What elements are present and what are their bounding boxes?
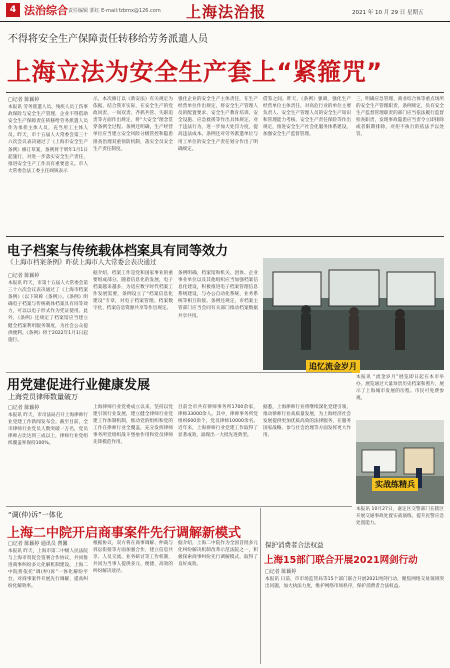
lead-byline: □记者 陈颖婷: [8, 97, 40, 103]
newspaper-title: 上海法治报: [186, 3, 267, 21]
archives-headline: 电子档案与传统载体档案具有同等效力: [7, 244, 229, 259]
issue-date: 2021 年 10 月 29 日 星期五: [352, 10, 424, 16]
archives-column-1: 本报讯 昨天，市第十五届人大常委会第三十六次会议表决通过了《上海市档案条例》（以下简称《条例》）。《条例》明确电子档案与传统载体档案具有同等效力，可以以电子形式作为凭证使用。此外，《条例》还规定了档案馆应当建立健全档案利用服务制度，为社会公众提供便利。《条例》将于2022年1月1日起施行。: [8, 281, 88, 343]
party-subhead: 上海党员律师数量破万: [8, 393, 78, 401]
archives-photo-note: 本报讯 “流金岁月”展览即日起在本市举办，展览通过大量珍贵历史档案和照片，展示了上海城市发展的历程。市民可免费参观。: [356, 375, 444, 402]
lead-column-5: 三，明确应急管理、商业综合体等重点场所的安全生产管理职责，条例规定，负有安全生产监督管理职责的部门应当依法履行监督检查职责，发现事故隐患应当责令立即排除或者限期排除，对拒不执行的依法予以处罚。: [356, 97, 444, 138]
section-divider-3: [6, 506, 352, 507]
party-column-4: 据悉，上海律师行业将继续深化党建引领，推动律师行业高质量发展，为上海经济社会发展提供更加优质高效的法律服务，在服务国家战略、参与社会治理等方面发挥更大作用。: [263, 405, 351, 439]
party-column-2: 上海律师行业党委成立以来，坚持以党建引领行业发展，建立健全律师行业党建工作体制机制，推动党的组织和党的工作在律师行业全覆盖，充分发挥律师事务所党组织战斗堡垒作用和党员律师先锋模范作用。: [93, 405, 173, 446]
section-divider-2: [6, 372, 352, 373]
lead-column-2: 示，本次修订以《新安法》有关规定为依据，结合我市实际，在安全生产的党政同责、一岗双责、齐抓共管、失职追责等方面作出规定，将“大安全”理念贯穿条例全过程。条例还明确，生产经营单位应当建立安全风险分级管控和隐患排查治理双重预防机制，落实全员安全生产责任制度。: [93, 97, 173, 152]
metro-kicker: 保护消费者合法权益: [265, 541, 324, 549]
archives-deck: 《上海市档案条例》昨获上海市人大常委会表决通过: [7, 258, 157, 266]
court-kicker: “调(仲)诉”一体化: [8, 511, 63, 519]
lead-column-4: 借鉴之间。昨天，《条例》强调，强化生产经营单位主体责任，对高危行业的单位主要负责人、安全生产管理人员的安全生产知识和管理能力考核、安全生产责任保险等作出规定，推进安全生产社会化服务体系建设，加强安全生产监督管理。: [263, 97, 351, 138]
editor-line: 责任编辑 郭红 E-mail:fzbmx@126.com: [68, 8, 161, 14]
masthead: [0, 0, 450, 22]
party-headline: 用党建促进行业健康发展: [7, 378, 151, 393]
lead-rule: [6, 92, 444, 93]
metro-byline: □记者 陈颖婷: [265, 569, 297, 575]
lead-kicker: 不得将安全生产保障责任转移给劳务派遣人员: [8, 34, 208, 45]
party-photo: [356, 420, 444, 504]
court-headline: 上海二中院开启商事案件先行调解新模式: [7, 526, 242, 541]
section-name: 法治综合: [24, 4, 68, 17]
archives-photo-illustration: [263, 258, 444, 370]
archives-photo: [263, 258, 444, 370]
court-byline: □记者 陈颖婷 通讯员 曹馨: [8, 541, 68, 547]
page-number: 4: [6, 3, 20, 17]
lead-column-3: 强化企业的安全生产主体责任，在生产经营单位作出规定，将安全生产管理人员的配置要求、安全生产教育培训、安全设施、应急救援等作出具体规定。对于违法行为，进一步加大处罚力度，提高违法成本。条例还对劳务派遣单位与用工单位的安全生产责任划分作出了明确规定。: [178, 97, 258, 152]
archives-column-3: 条例明确，档案馆和机关、团体、企业事业单位以及其他组织应当加强档案信息化建设，积极推进电子档案管理信息系统建设，与办公自动化系统、业务系统等相互衔接。条例还规定，市档案主管部门应当会同有关部门推动档案数据共享共用。: [178, 271, 258, 319]
archives-byline: □记者 陈颖婷: [8, 273, 40, 279]
party-photo-caption: 实战练精兵: [372, 478, 418, 491]
lead-column-1: 本报讯 劳务派遣人员、残疾人员工伤事故保险与安全生产管理，企业不得借助安全生产保障责任转移给劳务派遣人员作为承担主体人员，充当用工主体人员。昨天，市十五届人大常委会第三十六次会议表决通过了《上海市安全生产条例》修订草案，条例将于明年1月1日起施行，对进一步落实安全生产责任，推进安全生产工作具有重要意义。市人大常委会法工委主任阎锐表示: [8, 105, 88, 174]
metro-column: 本报讯 日前，市市场监管局等15个部门联合开展2021网剑行动，聚焦网络交易领域突出问题，加大执法力度，维护网络市场秩序，保护消费者合法权益。: [265, 577, 444, 590]
court-column-2: 根据协议，双方将在商事调解、仲裁与诉讼衔接等方面加强合作，建立信息共享、人员交流、业务研讨等工作机制，共同为当事人提供多元、便捷、高效的纠纷解决途径。: [93, 541, 173, 575]
party-column-1: 本报讯 昨天，市司法局召开上海律师行业党建工作新闻发布会。截至目前，全市律师行业党员人数突破一万名，党员律师占比达到三成以上，律师行业党组织覆盖率保持100%。: [8, 413, 88, 447]
court-column-1: 本报讯 昨天，上海市第二中级人民法院与上海市贸促会签署合作协议，共同推进商事纠纷多元化解机制建设。上海二中院将依托“调(仲)诉”一体化解纷平台，对商事案件开展先行调解，提高纠纷化解效率。: [8, 549, 88, 590]
party-photo-note: 本报讯 10月27日，嘉定区交警部门在辖区开展交通事故处置实战演练，提升民警应急处置能力。: [356, 507, 444, 527]
party-photo-illustration: [356, 420, 444, 504]
lead-headline: 上海立法为安全生产套上“紧箍咒”: [7, 58, 383, 86]
column-separator: [260, 508, 261, 664]
court-column-3: 据介绍，上海二中院作为全国首批多元化纠纷解决机制改革示范法院之一，积极探索商事纠纷先行调解模式，取得了良好成效。: [178, 541, 258, 568]
party-byline: □记者 陈颖婷: [8, 405, 40, 411]
archives-column-2: 据介绍，档案工作是党和国家事业的重要组成部分。随着信息化的发展，电子档案越来越多，为适应数字时代档案工作发展需要，条例设立了“档案信息化建设”专章，对电子档案管理、档案数字化、档案信息资源共享等作出规定。: [93, 271, 173, 312]
archives-photo-caption: 追忆流金岁月: [306, 360, 360, 373]
metro-headline: 上海15部门联合开展2021网剑行动: [264, 555, 418, 566]
party-column-3: 目前全市共有律师事务所1700余家，律师33000余人。其中，律师事务所党组织600余个，党员律师10000余名。近年来，上海律师行业党建工作取得了显著成效，涌现出一大批先进典型。: [178, 405, 258, 439]
section-divider-1: [6, 236, 444, 237]
